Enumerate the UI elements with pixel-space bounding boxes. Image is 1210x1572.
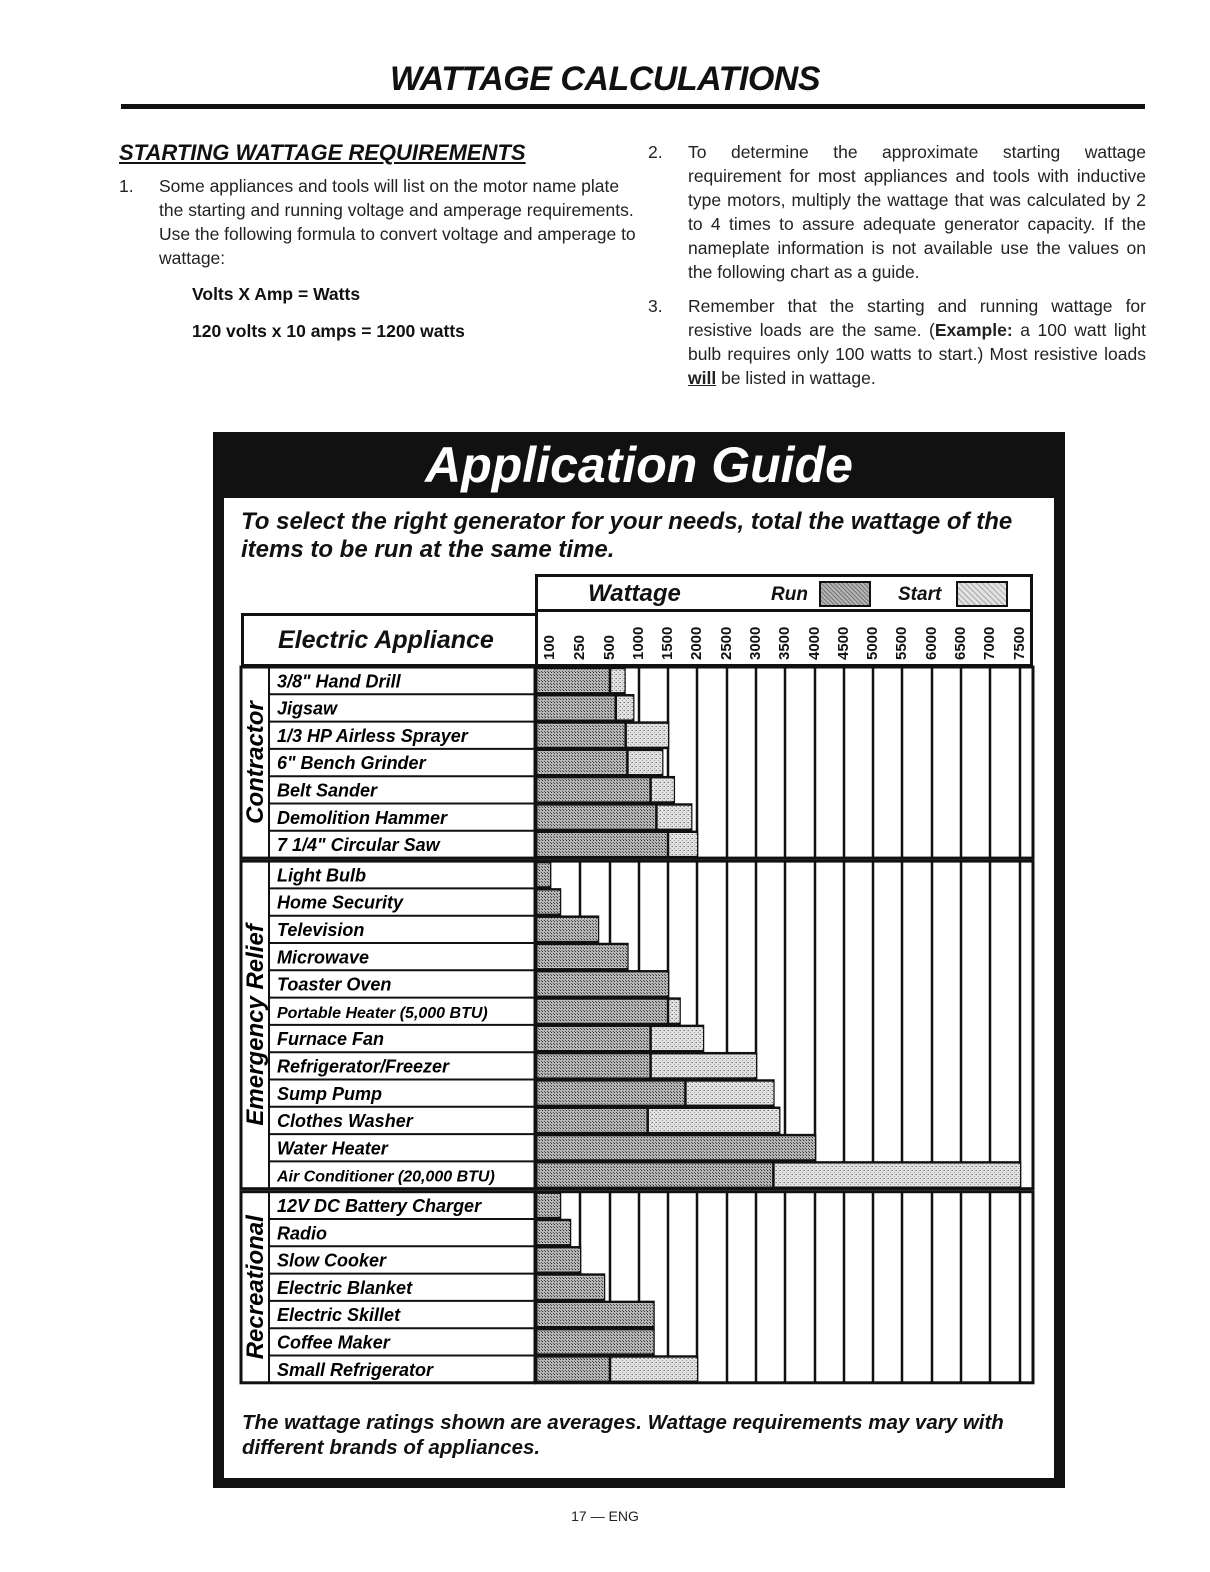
appliance-label: 1/3 HP Airless Sprayer [277,725,468,746]
run-bar [538,864,551,886]
appliance-label: Slow Cooker [277,1250,387,1271]
page-title: WATTAGE CALCULATIONS [389,60,821,98]
item-number: 1. [119,176,134,196]
item-number: 3. [648,296,663,316]
guide-body [224,498,1054,1478]
wattage-axis-label: Wattage [588,580,681,607]
start-bar [616,697,633,719]
appliance-label: Portable Heater (5,000 BTU) [277,1004,488,1022]
start-bar [668,833,697,855]
tick-label: 5500 [893,626,910,660]
category-label-recreational: Recreational [242,1215,269,1360]
tick-label: 100 [541,634,558,660]
appliance-label: 6" Bench Grinder [277,753,426,774]
run-bar [538,1276,605,1298]
left-column [119,140,639,342]
page-number: 17 — ENG [571,1508,639,1524]
start-bar [651,1027,703,1049]
start-bar [648,1109,780,1131]
run-bar [538,1082,686,1104]
run-bar [538,1055,651,1077]
item-text-part: be listed in wattage. [716,368,876,388]
appliance-label: Electric Blanket [277,1277,413,1298]
appliance-label: Water Heater [277,1138,388,1159]
appliance-label: Television [277,920,365,940]
run-bar [538,946,628,968]
appliance-label: 3/8" Hand Drill [277,671,401,692]
item-text: To determine the approximate starting wattage requirement for most appliances and tools with inductive type motors, multiply the wattage that was calculated by 2 to 4 times to assure adequate generator capacity. If the nameplate information is not available use the values on the following chart as a guide. [688,142,1146,282]
section-heading: STARTING WATTAGE REQUIREMENTS [119,140,526,165]
item-text-part: Remember that the starting and running wattage for resistive loads are the same. ( [688,296,1146,340]
run-bar [538,1109,648,1131]
appliance-label: Microwave [277,947,370,968]
run-bar [538,697,616,719]
tick-label: 2000 [688,626,705,660]
start-bar [610,1358,697,1380]
legend-start-label: Start [898,584,942,605]
appliance-label: Electric Skillet [277,1305,401,1326]
tick-label: 4500 [835,626,852,660]
start-bar [668,1000,680,1022]
guide-title: Application Guide [425,437,853,493]
tick-label: 500 [601,634,618,660]
run-bar [538,1000,669,1022]
tick-label: 6000 [923,626,940,660]
tick-label: 2500 [718,626,735,660]
right-column [648,140,1146,400]
appliance-label: Refrigerator/Freezer [277,1056,450,1077]
appliance-label: Sump Pump [277,1083,383,1104]
run-bar [538,891,561,913]
appliance-label: Jigsaw [277,698,338,719]
item-text: Some appliances and tools will list on the motor name plate the starting and running voltage and amperage requirements. Use the following formula to convert voltage and amperage to wattage: [159,176,636,268]
formula-example: 120 volts x 10 amps = 1200 watts [192,321,465,341]
numbered-item-2 [648,140,1146,284]
emphasis-will: will [688,368,717,388]
run-bar [538,973,669,995]
appliance-label: Light Bulb [277,865,366,886]
tick-label: 1000 [630,626,647,660]
start-bar [651,779,674,801]
category-label-emergency-relief: Emergency Relief [242,924,269,1126]
example-label: Example: [934,320,1013,340]
tick-label: 4000 [806,626,823,660]
appliance-header-label: Electric Appliance [278,626,494,654]
legend-run-label: Run [771,584,808,605]
start-bar [656,806,691,828]
tick-label: 250 [571,634,588,660]
tick-label: 7500 [1011,626,1028,660]
run-bar [538,1331,654,1353]
run-bar [538,1194,561,1216]
run-bar [538,724,626,746]
start-bar [610,670,625,692]
item-number: 2. [648,142,663,162]
tick-label: 3000 [747,626,764,660]
appliance-label: Small Refrigerator [277,1359,434,1380]
appliance-label: Demolition Hammer [277,807,448,828]
run-bar [538,918,599,940]
start-bar [651,1055,756,1077]
appliance-label: Furnace Fan [277,1029,385,1050]
run-bar [538,1249,581,1271]
appliance-label: Coffee Maker [277,1332,390,1353]
appliance-label: Toaster Oven [277,974,392,995]
guide-footnote: The wattage ratings shown are averages. Wattage requirements may vary with different brands of appliances. [242,1411,1004,1459]
appliance-label: Clothes Washer [277,1111,413,1132]
appliance-label: Air Conditioner (20,000 BTU) [277,1168,495,1186]
run-bar [538,806,657,828]
run-bar [538,1303,654,1325]
run-bar [538,779,651,801]
run-bar [538,1137,816,1159]
run-bar [538,1358,611,1380]
run-bar [538,1027,651,1049]
tick-label: 1500 [659,626,676,660]
start-bar [773,1164,1020,1186]
guide-intro: To select the right generator for your needs, total the wattage of the items to be run at the same time. [241,508,1013,563]
appliance-label: Home Security [277,892,404,913]
start-bar [685,1082,773,1104]
numbered-item-3 [648,294,1146,390]
appliance-label: 12V DC Battery Charger [277,1196,482,1216]
run-bar [538,670,611,692]
numbered-item-1 [119,174,639,270]
item-text-part: a 100 watt light bulb requires only 100 watts to start.) Most resistive loads [688,320,1146,364]
run-bar [538,1164,774,1186]
run-bar [538,751,628,773]
title-rule [121,104,1145,109]
tick-label: 7000 [981,626,998,660]
application-guide [213,432,1065,1488]
wattage-chart [224,498,1054,1478]
appliance-label: Belt Sander [277,780,378,801]
tick-label: 6500 [952,626,969,660]
start-bar [627,751,662,773]
appliance-label: Radio [277,1223,328,1244]
start-bar [626,724,668,746]
formula-general: Volts X Amp = Watts [192,284,361,304]
tick-label: 3500 [776,626,793,660]
appliance-label: 7 1/4" Circular Saw [277,835,440,856]
run-bar [538,833,669,855]
item-text [688,294,1146,390]
tick-label: 5000 [864,626,881,660]
run-bar [538,1222,571,1244]
category-label-contractor: Contractor [242,701,269,824]
